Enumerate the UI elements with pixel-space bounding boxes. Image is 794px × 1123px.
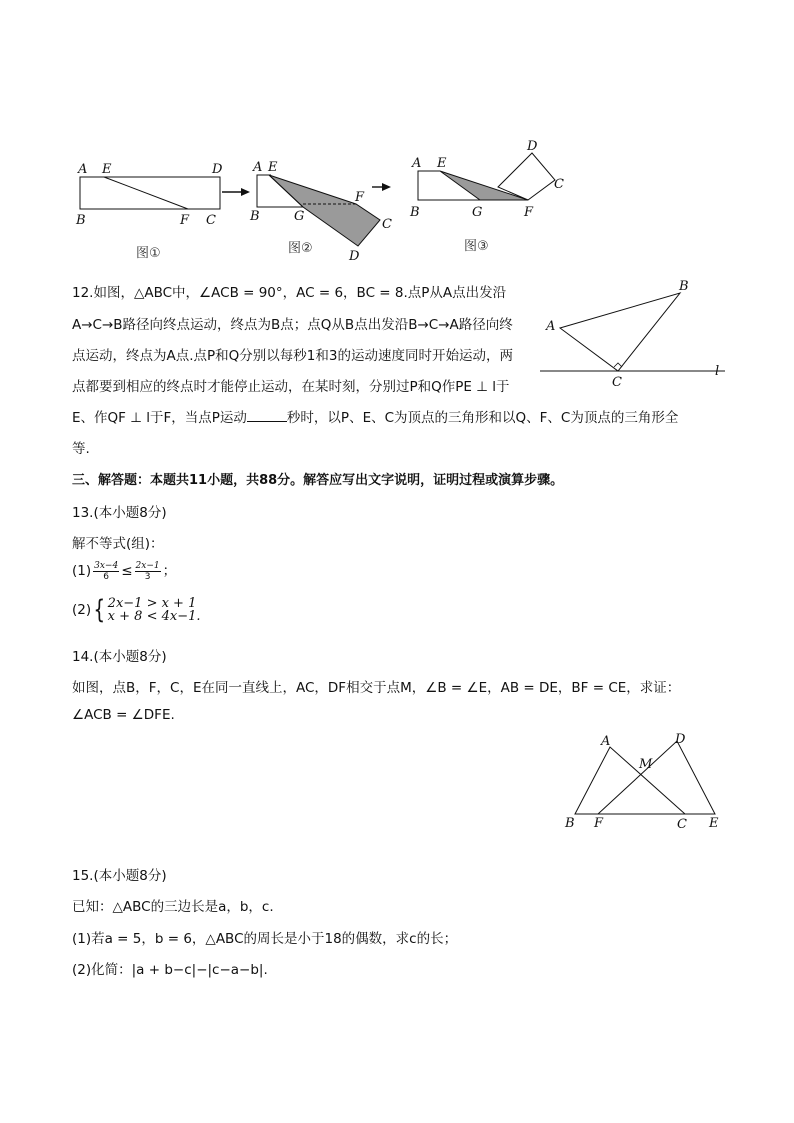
fig2-label-C: C: [382, 217, 392, 232]
fig1-label-D: D: [212, 162, 223, 177]
q13-p2-prefix: (2): [72, 602, 92, 618]
system-end: .: [196, 609, 201, 624]
q13-title: 13.(本小题8分): [72, 505, 167, 521]
q13-p1-end: ；: [162, 563, 177, 579]
q12-label-l: l: [715, 364, 720, 379]
fig2-label-F: F: [355, 190, 365, 205]
fig1-label-C: C: [206, 213, 216, 228]
system-row-2-text: x + 8 < 4x−1: [107, 609, 197, 624]
q14-label-E: E: [709, 816, 719, 831]
folding-figures: [60, 130, 580, 270]
q12-line-3: 点运动，终点为A点.点P和Q分别以每秒1和3的运动速度同时开始运动，两: [72, 348, 513, 364]
figure-3: [409, 139, 564, 254]
q12-line-5b: 秒时，以P、E、C为顶点的三角形和以Q、F、C为顶点的三角形全: [286, 410, 679, 426]
q15-line-1: 已知：△ABC的三边长是a，b，c.: [72, 899, 274, 915]
system-row-2: [108, 610, 201, 623]
frac-denominator: 3: [144, 571, 151, 582]
inequality-system: [108, 597, 201, 623]
q14-figure: [560, 728, 730, 836]
fig1-caption: 图①: [136, 246, 161, 261]
frac-numerator: 2x−1: [135, 560, 160, 571]
figure-2: [249, 160, 392, 264]
section-3-heading: 三、解答题：本题共11小题，共88分。解答应写出文字说明，证明过程或演算步骤。: [72, 473, 564, 488]
q14-line-1: 如图，点B，F，C，E在同一直线上，AC，DF相交于点M，∠B = ∠E，AB = DE，BF = CE，求证：: [72, 680, 681, 696]
q12-line-4: 点都要到相应的终点时才能停止运动，在某时刻，分别过P和Q作PE ⊥ l于: [72, 379, 510, 395]
fig2-label-A: A: [253, 160, 263, 175]
q14-label-C: C: [677, 817, 687, 832]
q14-label-F: F: [594, 816, 604, 831]
frac-numerator: 3x−4: [94, 560, 119, 571]
q13-prompt: 解不等式(组)：: [72, 536, 164, 552]
q14-title: 14.(本小题8分): [72, 649, 167, 665]
fig3-label-D: D: [527, 139, 538, 154]
q12-line-5a: E、作QF ⊥ l于F，当点P运动: [72, 410, 247, 426]
q14-line-2: ∠ACB = ∠DFE.: [72, 707, 175, 723]
q12-line-2: A→C→B路径向终点运动，终点为B点；点Q从B点出发沿B→C→A路径向终: [72, 317, 513, 333]
q12-line-6: 等.: [72, 441, 90, 457]
fig3-label-G: G: [472, 205, 483, 220]
q15-title: 15.(本小题8分): [72, 868, 167, 884]
fig1-label-A: A: [78, 162, 88, 177]
q14-label-D: D: [675, 732, 686, 747]
q13-p1-prefix: (1): [72, 563, 92, 579]
q12-label-C: C: [612, 375, 622, 388]
q12-label-B: B: [679, 279, 689, 294]
q12-line-5: [72, 406, 678, 426]
fraction: [93, 561, 119, 582]
q12-label-A: A: [546, 319, 556, 334]
brace-icon: {: [93, 595, 106, 625]
le-sign: ≤: [121, 563, 133, 579]
fig3-label-B: B: [410, 205, 420, 220]
q12-figure: [535, 278, 730, 388]
q14-label-M: M: [639, 757, 653, 772]
fig1-label-F: F: [180, 213, 190, 228]
q14-label-B: B: [565, 816, 575, 831]
arrow-icon: [222, 188, 250, 196]
fig2-label-B: B: [250, 209, 260, 224]
q13-part-1: [72, 559, 176, 582]
answer-blank: [247, 409, 287, 422]
fig2-label-D: D: [349, 249, 360, 264]
system-row-1: 2x−1 > x + 1: [107, 596, 197, 611]
q12-line-1: 12.如图，△ABC中，∠ACB = 90°，AC = 6，BC = 8.点P从A点出发沿: [72, 285, 507, 301]
q13-part-2: [72, 597, 201, 623]
figure-1: [75, 162, 223, 261]
fig1-label-E: E: [102, 162, 112, 177]
q15-line-2: (1)若a = 5，b = 6，△ABC的周长是小于18的偶数，求c的长；: [72, 931, 458, 947]
fig3-label-F: F: [524, 205, 534, 220]
frac-denominator: 6: [103, 571, 110, 582]
q14-label-A: A: [601, 734, 611, 749]
fig2-caption: 图②: [288, 241, 313, 256]
fig3-label-C: C: [554, 177, 564, 192]
fig2-label-E: E: [268, 160, 278, 175]
fig1-label-B: B: [76, 213, 86, 228]
fraction: [135, 561, 161, 582]
q15-line-3: (2)化简：|a + b−c|−|c−a−b|.: [72, 962, 268, 978]
fig3-label-A: A: [412, 156, 422, 171]
fig3-caption: 图③: [464, 239, 489, 254]
arrow-icon: [372, 183, 391, 191]
fig2-label-G: G: [294, 209, 305, 224]
fig3-label-E: E: [437, 156, 447, 171]
